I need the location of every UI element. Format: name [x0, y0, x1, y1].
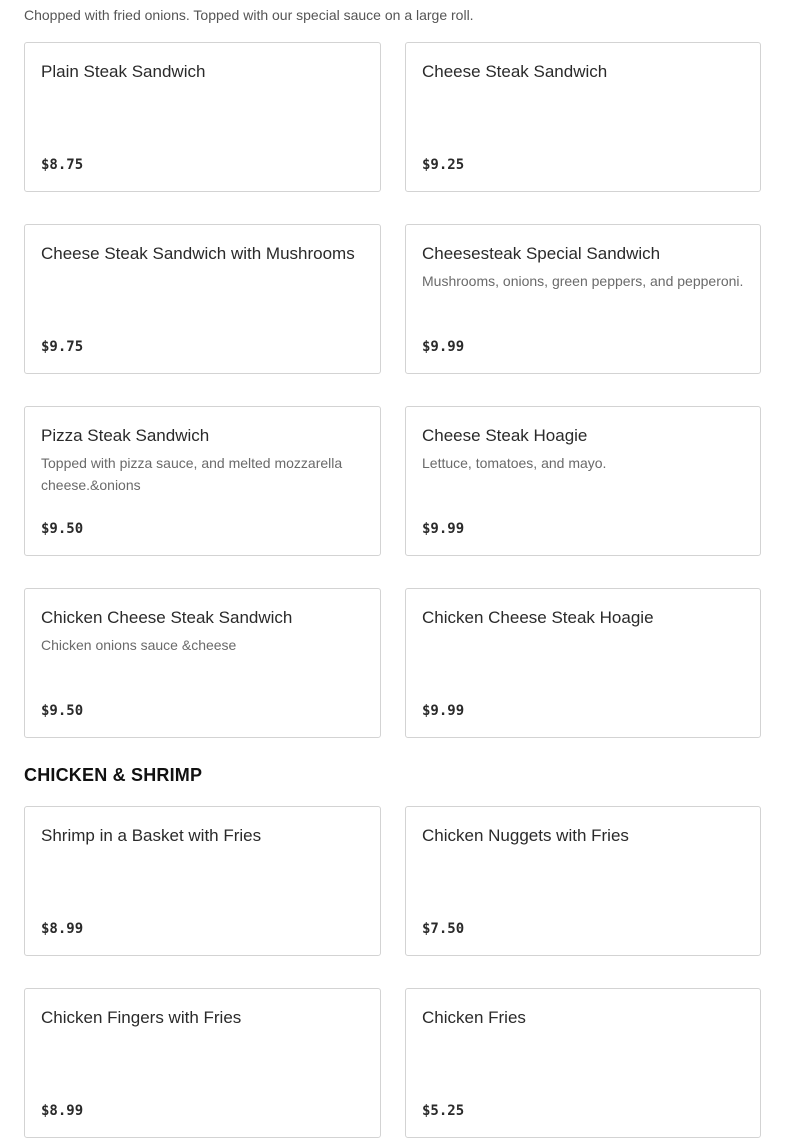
item-name: Shrimp in a Basket with Fries — [41, 826, 262, 845]
item-name: Chicken Fingers with Fries — [41, 1008, 242, 1027]
item-price: $9.99 — [422, 339, 465, 355]
item-name: Cheese Steak Sandwich with Mushrooms — [41, 244, 355, 263]
menu-item-card[interactable] — [24, 806, 381, 956]
menu-item-card[interactable] — [405, 224, 761, 374]
item-name: Cheese Steak Sandwich — [422, 62, 608, 81]
item-price: $8.99 — [41, 921, 84, 937]
menu-item-card[interactable] — [405, 806, 761, 956]
menu-page — [24, 0, 761, 1138]
item-price: $9.25 — [422, 157, 465, 173]
item-description: Topped with pizza sauce, and melted mozzarella cheese.&onions — [41, 455, 343, 493]
item-price: $9.99 — [422, 521, 465, 537]
menu-item-card[interactable] — [24, 224, 381, 374]
item-name: Chicken Fries — [422, 1008, 526, 1027]
item-name: Cheesesteak Special Sandwich — [422, 244, 661, 263]
menu-item-card[interactable] — [405, 988, 761, 1138]
item-description: Lettuce, tomatoes, and mayo. — [422, 455, 607, 471]
chicken-shrimp-item-grid — [24, 806, 761, 1138]
menu-item-card[interactable] — [24, 406, 381, 556]
item-description: Chicken onions sauce &cheese — [41, 637, 237, 653]
item-price: $9.50 — [41, 703, 84, 719]
menu-item-card[interactable] — [24, 588, 381, 738]
item-description: Mushrooms, onions, green peppers, and pepperoni. — [422, 273, 744, 289]
item-name: Chicken Cheese Steak Hoagie — [422, 608, 654, 627]
item-price: $8.99 — [41, 1103, 84, 1119]
item-price: $9.99 — [422, 703, 465, 719]
menu-item-card[interactable] — [405, 42, 761, 192]
item-name: Plain Steak Sandwich — [41, 62, 206, 81]
item-price: $9.75 — [41, 339, 84, 355]
item-name: Cheese Steak Hoagie — [422, 426, 588, 445]
item-name: Chicken Cheese Steak Sandwich — [41, 608, 293, 627]
item-price: $8.75 — [41, 157, 84, 173]
steaks-item-grid — [24, 42, 761, 738]
item-price: $9.50 — [41, 521, 84, 537]
item-price: $5.25 — [422, 1103, 465, 1119]
menu-item-card[interactable] — [24, 988, 381, 1138]
section-heading: CHICKEN & SHRIMP — [24, 765, 203, 785]
item-name: Pizza Steak Sandwich — [41, 426, 210, 445]
section-description: Chopped with fried onions. Topped with our special sauce on a large roll. — [24, 7, 474, 23]
item-name: Chicken Nuggets with Fries — [422, 826, 629, 845]
item-price: $7.50 — [422, 921, 465, 937]
menu-item-card[interactable] — [24, 42, 381, 192]
menu-item-card[interactable] — [405, 406, 761, 556]
menu-item-card[interactable] — [405, 588, 761, 738]
